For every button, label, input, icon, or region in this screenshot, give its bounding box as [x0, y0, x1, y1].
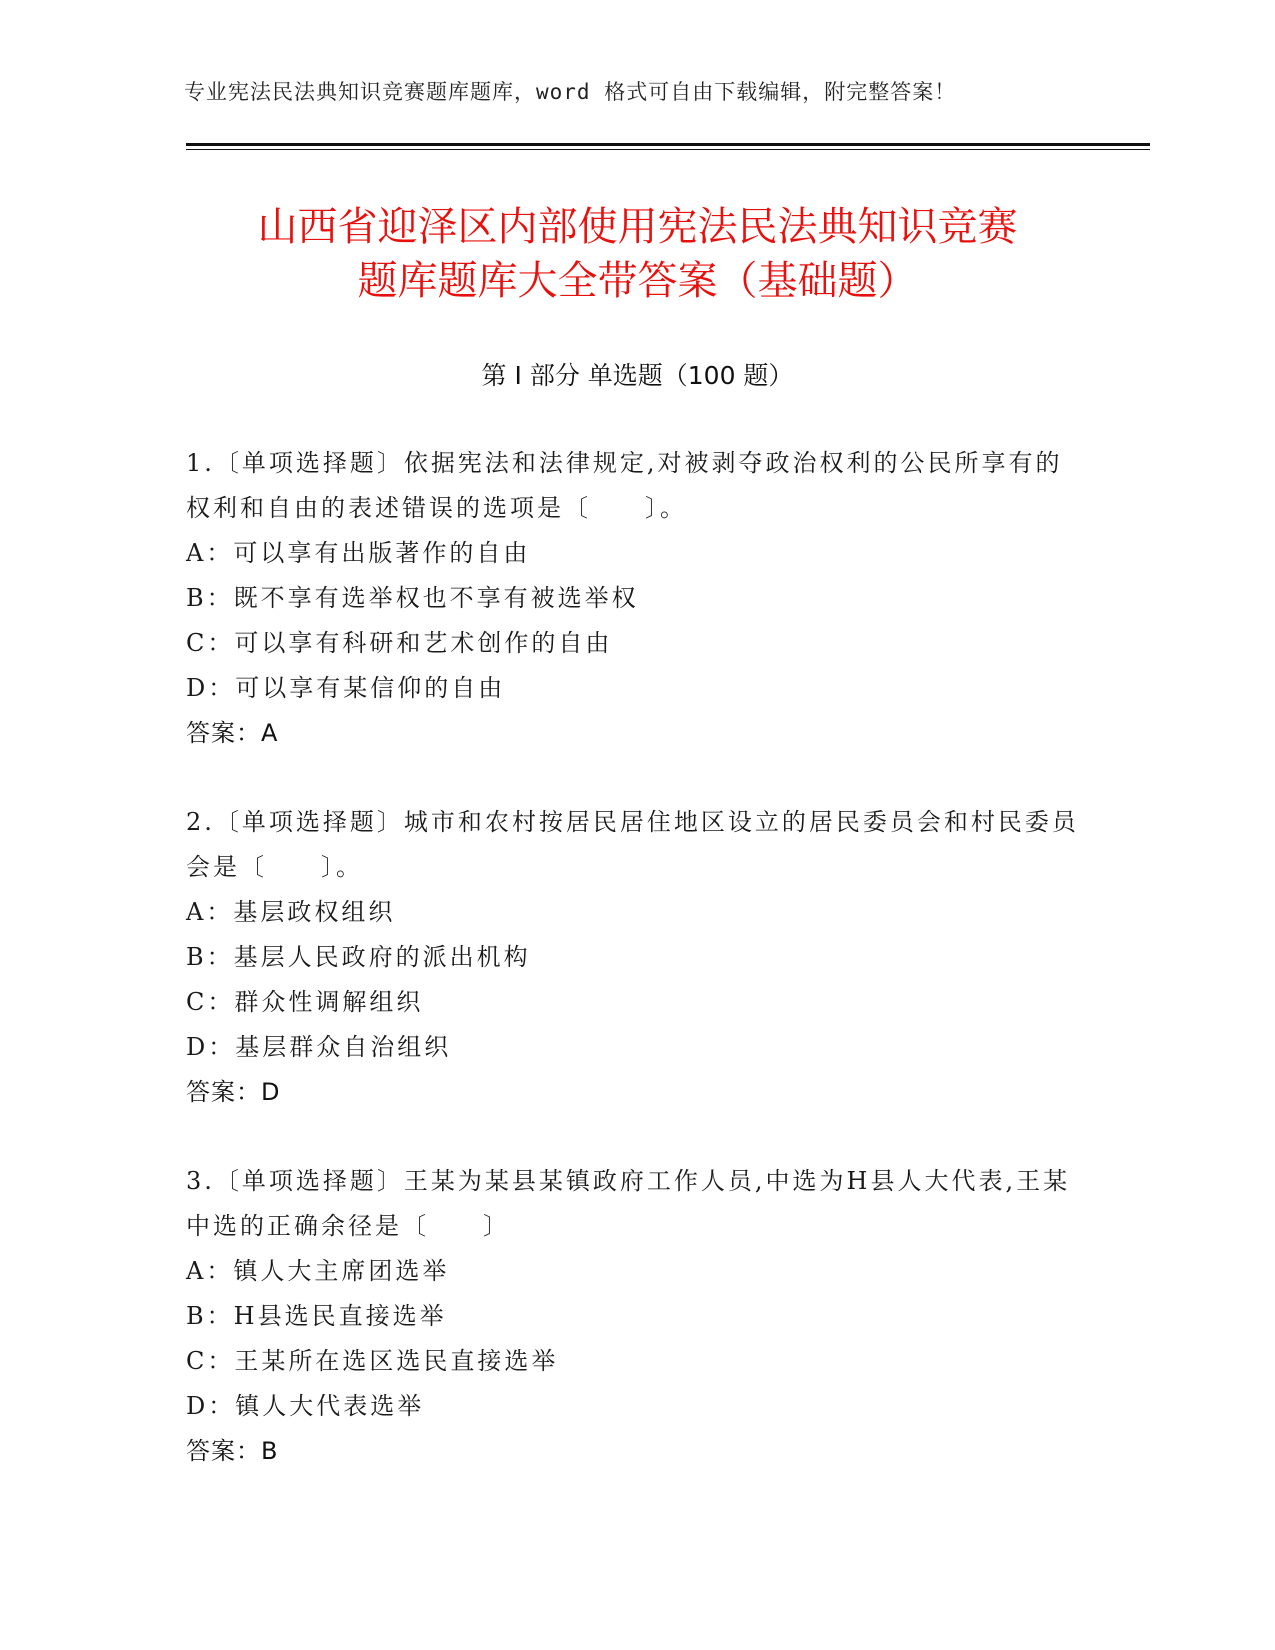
option-c: C：群众性调解组织 [186, 988, 424, 1016]
header-rule-thick [186, 143, 1150, 146]
option-d: D：基层群众自治组织 [186, 1033, 452, 1061]
option-a: A：可以享有出版著作的自由 [186, 539, 531, 567]
option-d: D：镇人大代表选举 [186, 1392, 425, 1420]
question-2 [186, 800, 1086, 1115]
answer: 答案：B [186, 1437, 279, 1465]
title-line-1: 山西省迎泽区内部使用宪法民法典知识竞赛 [257, 204, 1018, 250]
header-note: 专业宪法民法典知识竞赛题库题库，word 格式可自由下载编辑，附完整答案！ [184, 80, 957, 104]
option-a: A：镇人大主席团选举 [186, 1257, 450, 1285]
answer: 答案：D [186, 1078, 281, 1106]
header-rule-thin [186, 149, 1150, 150]
option-b: B：H县选民直接选举 [186, 1302, 447, 1330]
answer: 答案：A [186, 719, 279, 747]
question-3 [186, 1159, 1086, 1474]
option-c: C：可以享有科研和艺术创作的自由 [186, 629, 613, 657]
option-d: D：可以享有某信仰的自由 [186, 674, 506, 702]
question-list [186, 441, 1086, 1518]
section-heading: 第 I 部分 单选题（100 题） [481, 361, 794, 390]
question-stem: 2.〔单项选择题〕城市和农村按居民居住地区设立的居民委员会和村民委员会是〔 〕。 [186, 808, 1079, 881]
question-stem: 3.〔单项选择题〕王某为某县某镇政府工作人员,中选为H县人大代表,王某中选的正确余径是〔 〕 [186, 1167, 1071, 1240]
option-a: A：基层政权组织 [186, 898, 396, 926]
option-b: B：既不享有选举权也不享有被选举权 [186, 584, 639, 612]
title-line-2: 题库题库大全带答案（基础题） [357, 258, 918, 304]
option-b: B：基层人民政府的派出机构 [186, 943, 531, 971]
document-title [150, 200, 1125, 308]
question-1 [186, 441, 1086, 756]
option-c: C：王某所在选区选民直接选举 [186, 1347, 559, 1375]
question-stem: 1.〔单项选择题〕依据宪法和法律规定,对被剥夺政治权利的公民所享有的权利和自由的表述错误的选项是〔 〕。 [186, 449, 1063, 522]
